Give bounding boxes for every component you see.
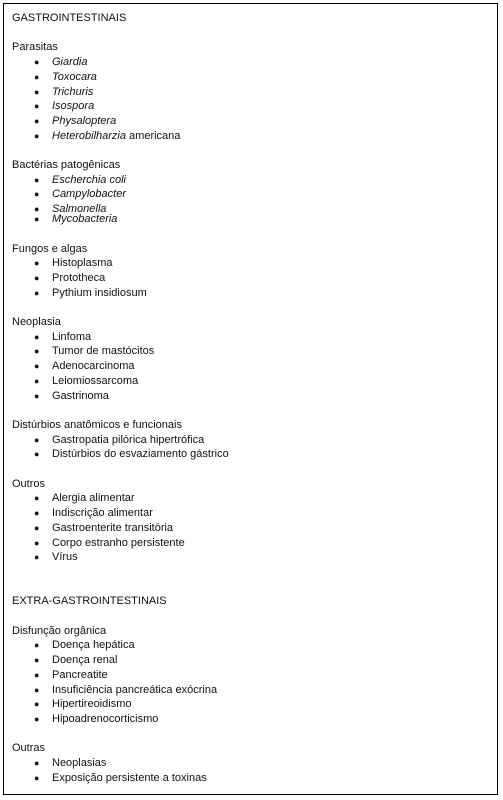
list-item: ● Vírus bbox=[34, 551, 78, 564]
list-item: ● Trichuris bbox=[34, 85, 94, 98]
list-item: ● Corpo estranho persistente bbox=[34, 536, 185, 549]
list-item: ● Indiscrição alimentar bbox=[34, 507, 153, 520]
section-title-extra: EXTRA-GASTROINTESTINAIS bbox=[12, 595, 167, 608]
group-heading-disfuncao: Disfunção orgânica bbox=[12, 624, 107, 637]
list-item: ● Prototheca bbox=[34, 271, 106, 284]
list-neoplasia bbox=[12, 330, 497, 404]
list-item: ● Leiomiossarcoma bbox=[34, 374, 139, 387]
group-heading-bacterias: Bactérias patogênicas bbox=[12, 159, 121, 171]
list-item: ● Pancreatite bbox=[34, 668, 108, 681]
list-bacterias bbox=[12, 173, 497, 227]
list-item: ● Giardia bbox=[34, 56, 88, 69]
list-item: ● Exposição persistente a toxinas bbox=[34, 771, 207, 784]
group-heading-parasitas: Parasitas bbox=[12, 41, 58, 54]
list-item: ● Doença renal bbox=[34, 654, 118, 667]
list-item: ● Adenocarcinoma bbox=[34, 360, 135, 373]
list-item: ● Pythium insidiosum bbox=[34, 286, 147, 299]
list-item: ● Doença hepática bbox=[34, 639, 135, 652]
list-item: ● Gastropatia pilórica hipertrófica bbox=[34, 433, 205, 446]
list-item: ● Salmonella bbox=[34, 203, 107, 213]
group-heading-neoplasia: Neoplasia bbox=[12, 316, 61, 328]
group-heading-fungos: Fungos e algas bbox=[12, 242, 88, 255]
group-heading-disturbios: Distúrbios anatômicos e funcionais bbox=[12, 418, 182, 431]
list-parasitas bbox=[12, 55, 497, 143]
section-title-gastro: GASTROINTESTINAIS bbox=[12, 12, 127, 24]
list-item: ● Campylobacter bbox=[34, 188, 126, 201]
list-item: ● Distúrbios do esvaziamento gástrico bbox=[34, 448, 229, 461]
list-item: ● Tumor de mastócitos bbox=[34, 345, 155, 358]
list-fungos bbox=[12, 256, 497, 300]
document-box bbox=[3, 3, 498, 795]
list-item: ● Gastroenterite transitória bbox=[34, 521, 174, 534]
list-item: ● Heterobilharzia americana bbox=[34, 129, 181, 142]
list-item: ● Mycobacteria bbox=[34, 213, 118, 226]
list-item: ● Insuficiência pancreática exócrina bbox=[34, 683, 218, 696]
list-item: ● Histoplasma bbox=[34, 257, 113, 270]
list-item: ● Hipertireoidismo bbox=[34, 698, 132, 711]
list-outros bbox=[12, 491, 497, 565]
group-heading-outros: Outros bbox=[12, 477, 46, 490]
group-heading-outras: Outras bbox=[12, 742, 46, 755]
list-item: ● Isospora bbox=[34, 100, 95, 113]
list-item: ● Alergia alimentar bbox=[34, 492, 135, 505]
list-item: ● Escherchia coli bbox=[34, 173, 126, 186]
list-item: ● Hipoadrenocorticismo bbox=[34, 712, 159, 725]
list-item: ● Neoplasias bbox=[34, 757, 107, 770]
list-disfuncao bbox=[12, 638, 497, 726]
list-item: ● Gastrinoma bbox=[34, 389, 109, 402]
list-disturbios bbox=[12, 433, 497, 462]
list-item: ● Physaloptera bbox=[34, 114, 117, 127]
list-item: ● Linfoma bbox=[34, 330, 92, 343]
list-outras bbox=[12, 756, 497, 785]
list-item: ● Toxocara bbox=[34, 70, 97, 83]
